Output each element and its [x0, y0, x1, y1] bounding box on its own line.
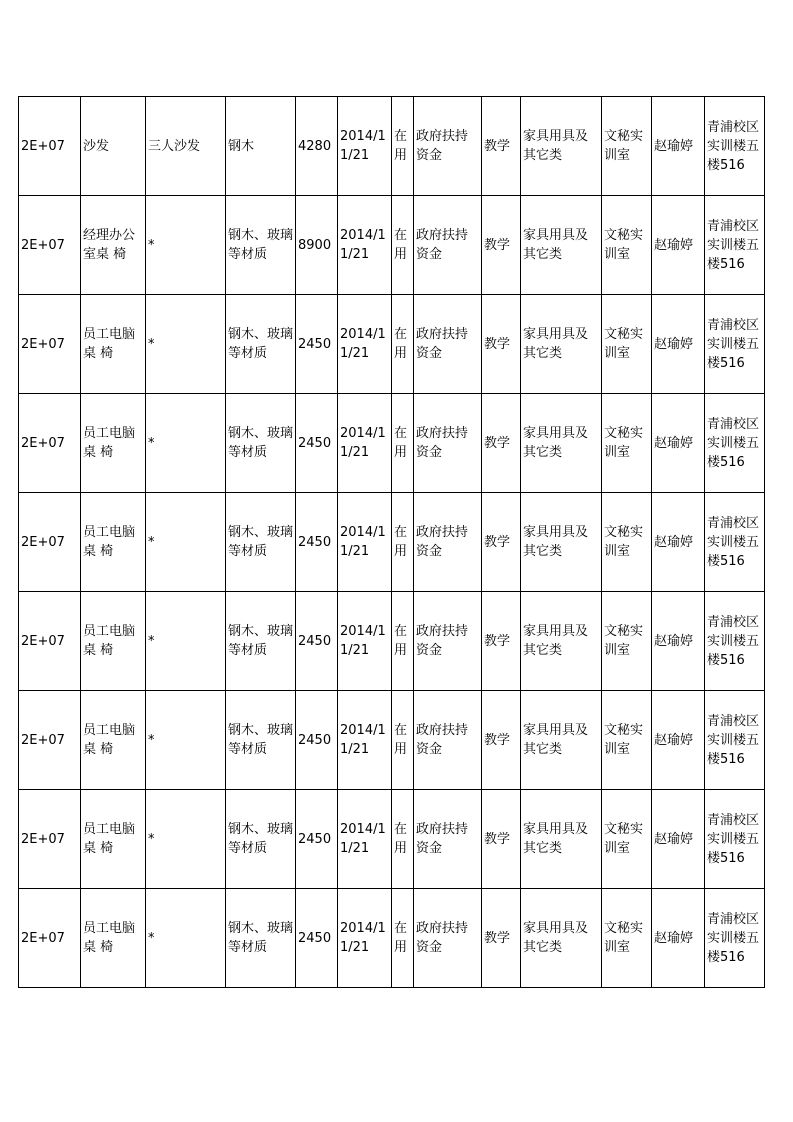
model-cell: *: [146, 790, 226, 889]
price-cell: 2450: [296, 295, 338, 394]
price-cell: 2450: [296, 592, 338, 691]
table-row: [19, 97, 765, 196]
category-cell: 家具用具及其它类: [521, 691, 602, 790]
fund-source-cell: 政府扶持资金: [414, 592, 482, 691]
asset-id-cell: 2E+07: [19, 691, 81, 790]
keeper-cell: 赵瑜婷: [652, 394, 705, 493]
asset-table: [18, 96, 765, 988]
price-cell: 4280: [296, 97, 338, 196]
room-cell: 文秘实训室: [602, 295, 652, 394]
room-cell: 文秘实训室: [602, 691, 652, 790]
location-cell: 青浦校区实训楼五楼516: [705, 196, 765, 295]
category-cell: 家具用具及其它类: [521, 592, 602, 691]
status-cell: 在用: [392, 889, 414, 988]
keeper-cell: 赵瑜婷: [652, 592, 705, 691]
asset-name-cell: 沙发: [81, 97, 146, 196]
material-cell: 钢木、玻璃等材质: [226, 493, 296, 592]
material-cell: 钢木、玻璃等材质: [226, 196, 296, 295]
material-cell: 钢木: [226, 97, 296, 196]
model-cell: *: [146, 691, 226, 790]
asset-id-cell: 2E+07: [19, 394, 81, 493]
room-cell: 文秘实训室: [602, 394, 652, 493]
category-cell: 家具用具及其它类: [521, 295, 602, 394]
asset-name-cell: 员工电脑桌 椅: [81, 691, 146, 790]
usage-cell: 教学: [482, 790, 521, 889]
date-cell: 2014/11/21: [338, 691, 392, 790]
status-cell: 在用: [392, 790, 414, 889]
fund-source-cell: 政府扶持资金: [414, 394, 482, 493]
asset-name-cell: 员工电脑桌 椅: [81, 592, 146, 691]
location-cell: 青浦校区实训楼五楼516: [705, 394, 765, 493]
room-cell: 文秘实训室: [602, 196, 652, 295]
location-cell: 青浦校区实训楼五楼516: [705, 97, 765, 196]
table-row: [19, 196, 765, 295]
category-cell: 家具用具及其它类: [521, 790, 602, 889]
fund-source-cell: 政府扶持资金: [414, 295, 482, 394]
room-cell: 文秘实训室: [602, 97, 652, 196]
date-cell: 2014/11/21: [338, 97, 392, 196]
room-cell: 文秘实训室: [602, 790, 652, 889]
location-cell: 青浦校区实训楼五楼516: [705, 889, 765, 988]
asset-id-cell: 2E+07: [19, 790, 81, 889]
material-cell: 钢木、玻璃等材质: [226, 592, 296, 691]
room-cell: 文秘实训室: [602, 493, 652, 592]
keeper-cell: 赵瑜婷: [652, 691, 705, 790]
location-cell: 青浦校区实训楼五楼516: [705, 790, 765, 889]
date-cell: 2014/11/21: [338, 493, 392, 592]
material-cell: 钢木、玻璃等材质: [226, 691, 296, 790]
asset-name-cell: 员工电脑桌 椅: [81, 889, 146, 988]
asset-id-cell: 2E+07: [19, 196, 81, 295]
model-cell: *: [146, 889, 226, 988]
category-cell: 家具用具及其它类: [521, 493, 602, 592]
category-cell: 家具用具及其它类: [521, 196, 602, 295]
status-cell: 在用: [392, 592, 414, 691]
asset-id-cell: 2E+07: [19, 889, 81, 988]
date-cell: 2014/11/21: [338, 592, 392, 691]
asset-id-cell: 2E+07: [19, 97, 81, 196]
date-cell: 2014/11/21: [338, 889, 392, 988]
material-cell: 钢木、玻璃等材质: [226, 394, 296, 493]
usage-cell: 教学: [482, 394, 521, 493]
material-cell: 钢木、玻璃等材质: [226, 889, 296, 988]
fund-source-cell: 政府扶持资金: [414, 691, 482, 790]
status-cell: 在用: [392, 196, 414, 295]
location-cell: 青浦校区实训楼五楼516: [705, 295, 765, 394]
table-row: [19, 790, 765, 889]
location-cell: 青浦校区实训楼五楼516: [705, 592, 765, 691]
room-cell: 文秘实训室: [602, 889, 652, 988]
category-cell: 家具用具及其它类: [521, 394, 602, 493]
fund-source-cell: 政府扶持资金: [414, 790, 482, 889]
room-cell: 文秘实训室: [602, 592, 652, 691]
status-cell: 在用: [392, 691, 414, 790]
asset-id-cell: 2E+07: [19, 493, 81, 592]
category-cell: 家具用具及其它类: [521, 889, 602, 988]
table-body: [19, 97, 765, 988]
price-cell: 2450: [296, 790, 338, 889]
asset-name-cell: 经理办公室桌 椅: [81, 196, 146, 295]
table-row: [19, 493, 765, 592]
date-cell: 2014/11/21: [338, 790, 392, 889]
asset-id-cell: 2E+07: [19, 592, 81, 691]
keeper-cell: 赵瑜婷: [652, 889, 705, 988]
material-cell: 钢木、玻璃等材质: [226, 295, 296, 394]
category-cell: 家具用具及其它类: [521, 97, 602, 196]
material-cell: 钢木、玻璃等材质: [226, 790, 296, 889]
fund-source-cell: 政府扶持资金: [414, 889, 482, 988]
usage-cell: 教学: [482, 97, 521, 196]
location-cell: 青浦校区实训楼五楼516: [705, 691, 765, 790]
table-row: [19, 889, 765, 988]
status-cell: 在用: [392, 493, 414, 592]
asset-name-cell: 员工电脑桌 椅: [81, 295, 146, 394]
asset-name-cell: 员工电脑桌 椅: [81, 394, 146, 493]
asset-id-cell: 2E+07: [19, 295, 81, 394]
model-cell: *: [146, 592, 226, 691]
fund-source-cell: 政府扶持资金: [414, 196, 482, 295]
status-cell: 在用: [392, 97, 414, 196]
keeper-cell: 赵瑜婷: [652, 196, 705, 295]
table-row: [19, 295, 765, 394]
fund-source-cell: 政府扶持资金: [414, 493, 482, 592]
status-cell: 在用: [392, 394, 414, 493]
table-row: [19, 394, 765, 493]
price-cell: 2450: [296, 394, 338, 493]
asset-name-cell: 员工电脑桌 椅: [81, 790, 146, 889]
location-cell: 青浦校区实训楼五楼516: [705, 493, 765, 592]
price-cell: 2450: [296, 493, 338, 592]
date-cell: 2014/11/21: [338, 295, 392, 394]
table-row: [19, 592, 765, 691]
keeper-cell: 赵瑜婷: [652, 97, 705, 196]
usage-cell: 教学: [482, 196, 521, 295]
model-cell: *: [146, 295, 226, 394]
keeper-cell: 赵瑜婷: [652, 493, 705, 592]
usage-cell: 教学: [482, 592, 521, 691]
model-cell: *: [146, 493, 226, 592]
usage-cell: 教学: [482, 691, 521, 790]
date-cell: 2014/11/21: [338, 394, 392, 493]
price-cell: 8900: [296, 196, 338, 295]
model-cell: 三人沙发: [146, 97, 226, 196]
price-cell: 2450: [296, 691, 338, 790]
usage-cell: 教学: [482, 889, 521, 988]
usage-cell: 教学: [482, 295, 521, 394]
fund-source-cell: 政府扶持资金: [414, 97, 482, 196]
date-cell: 2014/11/21: [338, 196, 392, 295]
keeper-cell: 赵瑜婷: [652, 295, 705, 394]
keeper-cell: 赵瑜婷: [652, 790, 705, 889]
asset-name-cell: 员工电脑桌 椅: [81, 493, 146, 592]
table-row: [19, 691, 765, 790]
model-cell: *: [146, 394, 226, 493]
usage-cell: 教学: [482, 493, 521, 592]
model-cell: *: [146, 196, 226, 295]
price-cell: 2450: [296, 889, 338, 988]
status-cell: 在用: [392, 295, 414, 394]
